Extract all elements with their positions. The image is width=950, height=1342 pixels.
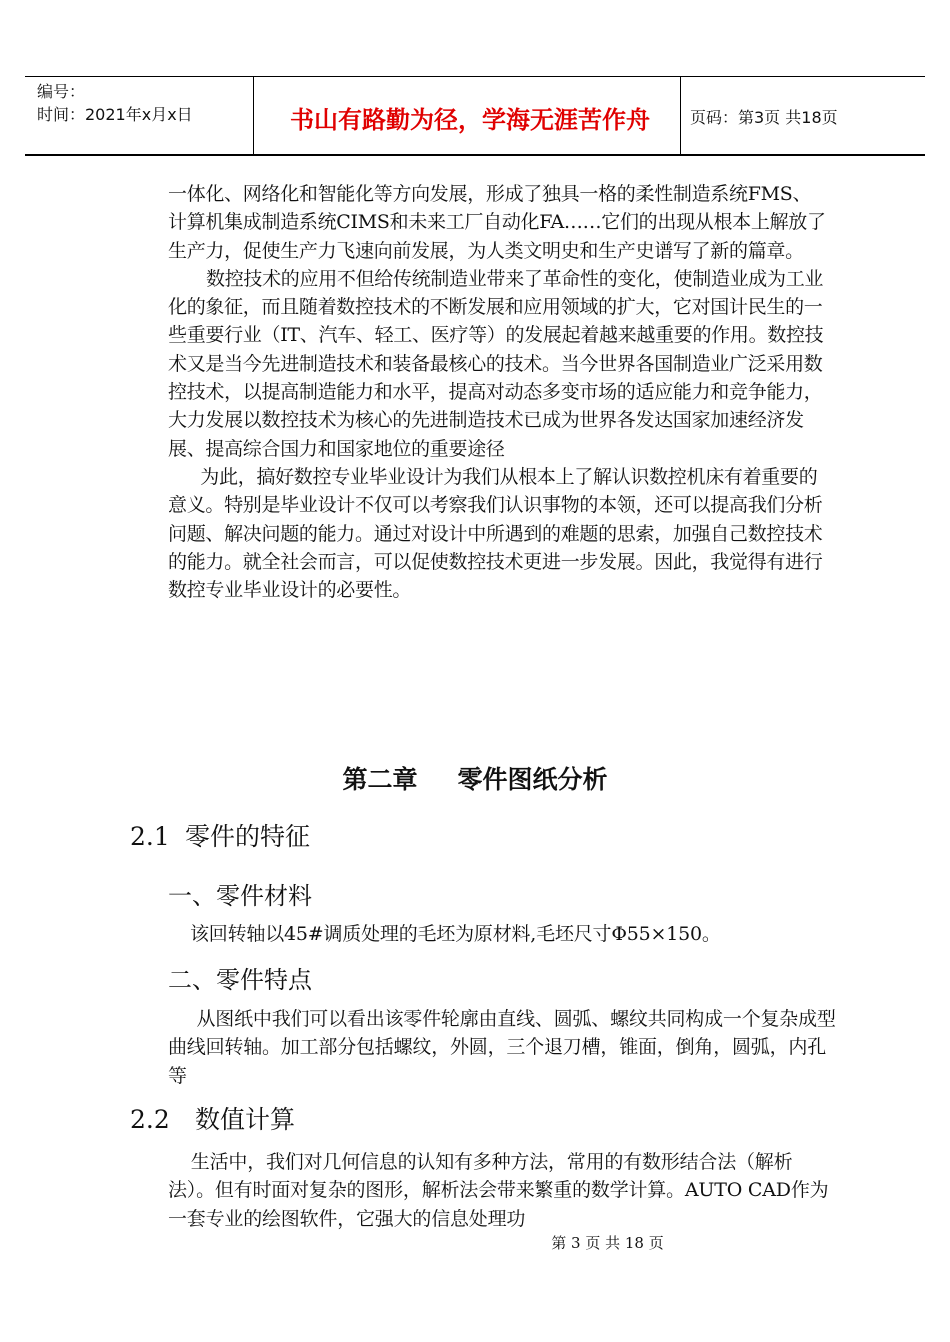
calculation-paragraph: 生活中，我们对几何信息的认知有多种方法，常用的有数形结合法（解析法）。但有时面对复杂的图形，解析法会带来繁重的数学计算。AUTO CAD作为一套专业的绘图软件，它强大的信息处理功 <box>168 1151 829 1230</box>
section-2-2-title: 数值计算 <box>195 1105 296 1134</box>
intro-paragraph-1: 一体化、网络化和智能化等方向发展，形成了独具一格的柔性制造系统FMS、计算机集成制造系统CIMS和未来工厂自动化FA……它们的出现从根本上解放了生产力，促使生产力飞速向前发展，为人类文明史和生产史谱写了新的篇章。 <box>168 183 826 262</box>
header-motto: 书山有路勤为径，学海无涯苦作舟 <box>290 105 650 134</box>
section-2-1-heading <box>130 817 310 853</box>
material-paragraph: 该回转轴以45#调质处理的毛坯为原材料,毛坯尺寸Φ55×150。 <box>190 923 721 945</box>
header-number-label: 编号： <box>37 82 86 101</box>
intro-paragraph-3: 为此，搞好数控专业毕业设计为我们从根本上了解认识数控机床有着重要的意义。特别是毕业设计不仅可以考察我们认识事物的本领，还可以提高我们分析问题、解决问题的能力。通过对设计中所遇到的难题的思索，加强自己数控技术的能力。就全社会而言，可以促使数控技术更进一步发展。因此，我觉得有进行数控专业毕业设计的必要性。 <box>168 465 823 602</box>
header-top-rule <box>25 76 925 77</box>
header-divider-left <box>253 76 254 156</box>
section-2-2-heading <box>130 1100 295 1136</box>
subsection-features-title: 二、零件特点 <box>168 966 312 994</box>
page-footer: 第 3 页 共 18 页 <box>551 1234 664 1252</box>
intro-paragraph-2: 数控技术的应用不但给传统制造业带来了革命性的变化，使制造业成为工业化的象征，而且随着数控技术的不断发展和应用领域的扩大，它对国计民生的一些重要行业（IT、汽车、轻工、医疗等）的发展起着越来越重要的作用。数控技术又是当今先进制造技术和装备最核心的技术。当今世界各国制造业广泛采用数控技术，以提高制造能力和水平，提高对动态多变市场的适应能力和竞争能力，大力发展以数控技术为核心的先进制造技术已成为世界各发达国家加速经济发展、提高综合国力和国家地位的重要途径 <box>168 267 824 460</box>
subsection-features-text <box>168 1005 836 1090</box>
section-2-1-title: 零件的特征 <box>185 822 311 851</box>
header-page-label: 页码：第3页 共18页 <box>690 108 838 127</box>
header-time-label: 时间：2021年x月x日 <box>37 105 193 124</box>
section-2-1-number: 2.1 <box>130 822 170 851</box>
section-2-2-text <box>168 1148 836 1233</box>
header-meta <box>37 80 193 126</box>
chapter-title: 零件图纸分析 <box>457 765 608 794</box>
chapter-number: 第二章 <box>342 765 418 794</box>
subsection-material-title: 一、零件材料 <box>168 882 312 910</box>
page-header <box>25 76 925 156</box>
section-2-2-number: 2.2 <box>130 1105 170 1134</box>
subsection-material-text <box>190 920 858 948</box>
intro-text <box>168 180 828 604</box>
features-paragraph: 从图纸中我们可以看出该零件轮廓由直线、圆弧、螺纹共同构成一个复杂成型曲线回转轴。加工部分包括螺纹，外圆，三个退刀槽，锥面，倒角，圆弧，内孔等 <box>168 1008 836 1087</box>
header-bottom-rule <box>25 154 925 156</box>
chapter-heading <box>0 760 950 796</box>
